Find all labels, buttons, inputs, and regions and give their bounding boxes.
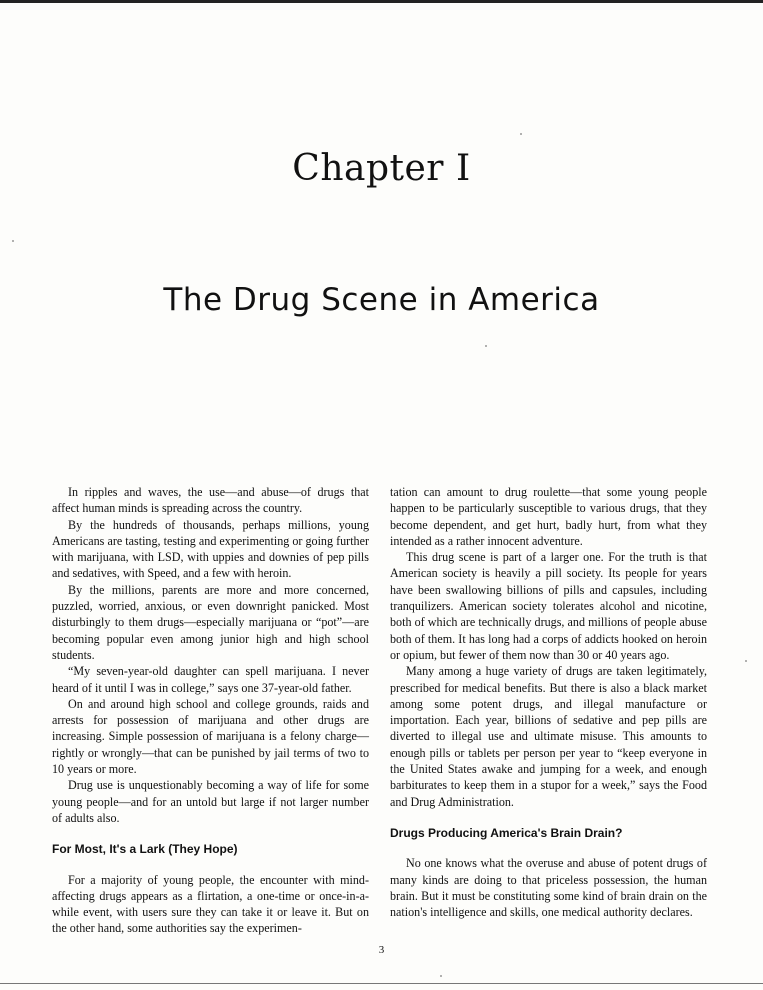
scan-speck bbox=[520, 133, 522, 135]
chapter-label: Chapter I bbox=[292, 148, 471, 189]
scan-speck bbox=[440, 975, 442, 977]
left-column bbox=[52, 484, 369, 937]
page-number: 3 bbox=[378, 944, 385, 956]
paragraph: For a majority of young people, the encounter with mind-affecting drugs appears as a flirtation, a one-time or once-in-a-while event, with users sure they can take it or leave it. But on the other hand, some authorities say the experimen- bbox=[52, 872, 369, 936]
paragraph: In ripples and waves, the use—and abuse—of drugs that affect human minds is spreading across the country. bbox=[52, 485, 369, 516]
section-heading: For Most, It's a Lark (They Hope) bbox=[52, 842, 238, 857]
paragraph: On and around high school and college grounds, raids and arrests for possession of marijuana and other drugs are increasing. Simple possession of marijuana is a felony charge—rightly or wrongly—that can be punished by jail terms of two to 10 years or more. bbox=[52, 696, 369, 777]
paragraph: By the hundreds of thousands, perhaps millions, young Americans are tasting, testing and experimenting or going further with marijuana, with LSD, with uppies and downies of pep pills and sedatives, with Speed, and a few with heroin. bbox=[52, 517, 369, 581]
chapter-title: The Drug Scene in America bbox=[163, 282, 600, 318]
right-column bbox=[390, 484, 707, 920]
scan-speck bbox=[485, 345, 487, 347]
paragraph-continuation: tation can amount to drug roulette—that some young people happen to be particularly susceptible to various drugs, that they become dependent, and get hurt, badly hurt, from what they intended as a rather innocent adventure. bbox=[390, 485, 707, 548]
paragraph: By the millions, parents are more and more concerned, puzzled, worried, anxious, or even downright panicked. Most disturbingly to them drugs—especially marijuana or “pot”—are becoming popular even among junior high and high school students. bbox=[52, 582, 369, 662]
top-rule bbox=[0, 0, 763, 3]
paragraph: “My seven-year-old daughter can spell marijuana. I never heard of it until I was in college,” says one 37-year-old father. bbox=[52, 664, 369, 695]
scan-speck bbox=[12, 240, 14, 242]
paragraph: This drug scene is part of a larger one. For the truth is that American society is heavily a pill society. Its people for years have been swallowing billions of pills and capsules, including tranquilizers. American society tolerates alcohol and nicotine, both of which are technically drugs, and millions of people abuse both of them. It has long had a corps of addicts hooked on heroin or opium, but fewer of them now than 30 or 40 years ago. bbox=[390, 550, 707, 662]
bottom-rule bbox=[0, 983, 763, 984]
section-heading: Drugs Producing America's Brain Drain? bbox=[390, 825, 623, 840]
paragraph: Many among a huge variety of drugs are taken legitimately, prescribed for medical benefits. But there is also a black market among some potent drugs, and illegal manufacture or importation. Each year, billions of sedative and pep pills are diverted to illegal use and ultimate misuse. This amounts to enough pills or tablets per person per year to “keep everyone in the United States awake and jumping for a week, and enough barbiturates to keep them in a stupor for a week,” says the Food and Drug Administration. bbox=[390, 664, 707, 809]
paragraph: Drug use is unquestionably becoming a way of life for some young people—and for an untold but large if not larger number of adults also. bbox=[52, 778, 369, 825]
scan-speck bbox=[745, 660, 747, 662]
paragraph: No one knows what the overuse and abuse of potent drugs of many kinds are doing to that priceless possession, the human brain. But it must be constituting some kind of brain drain on the nation's intelligence and skills, one medical authority declares. bbox=[390, 856, 707, 920]
